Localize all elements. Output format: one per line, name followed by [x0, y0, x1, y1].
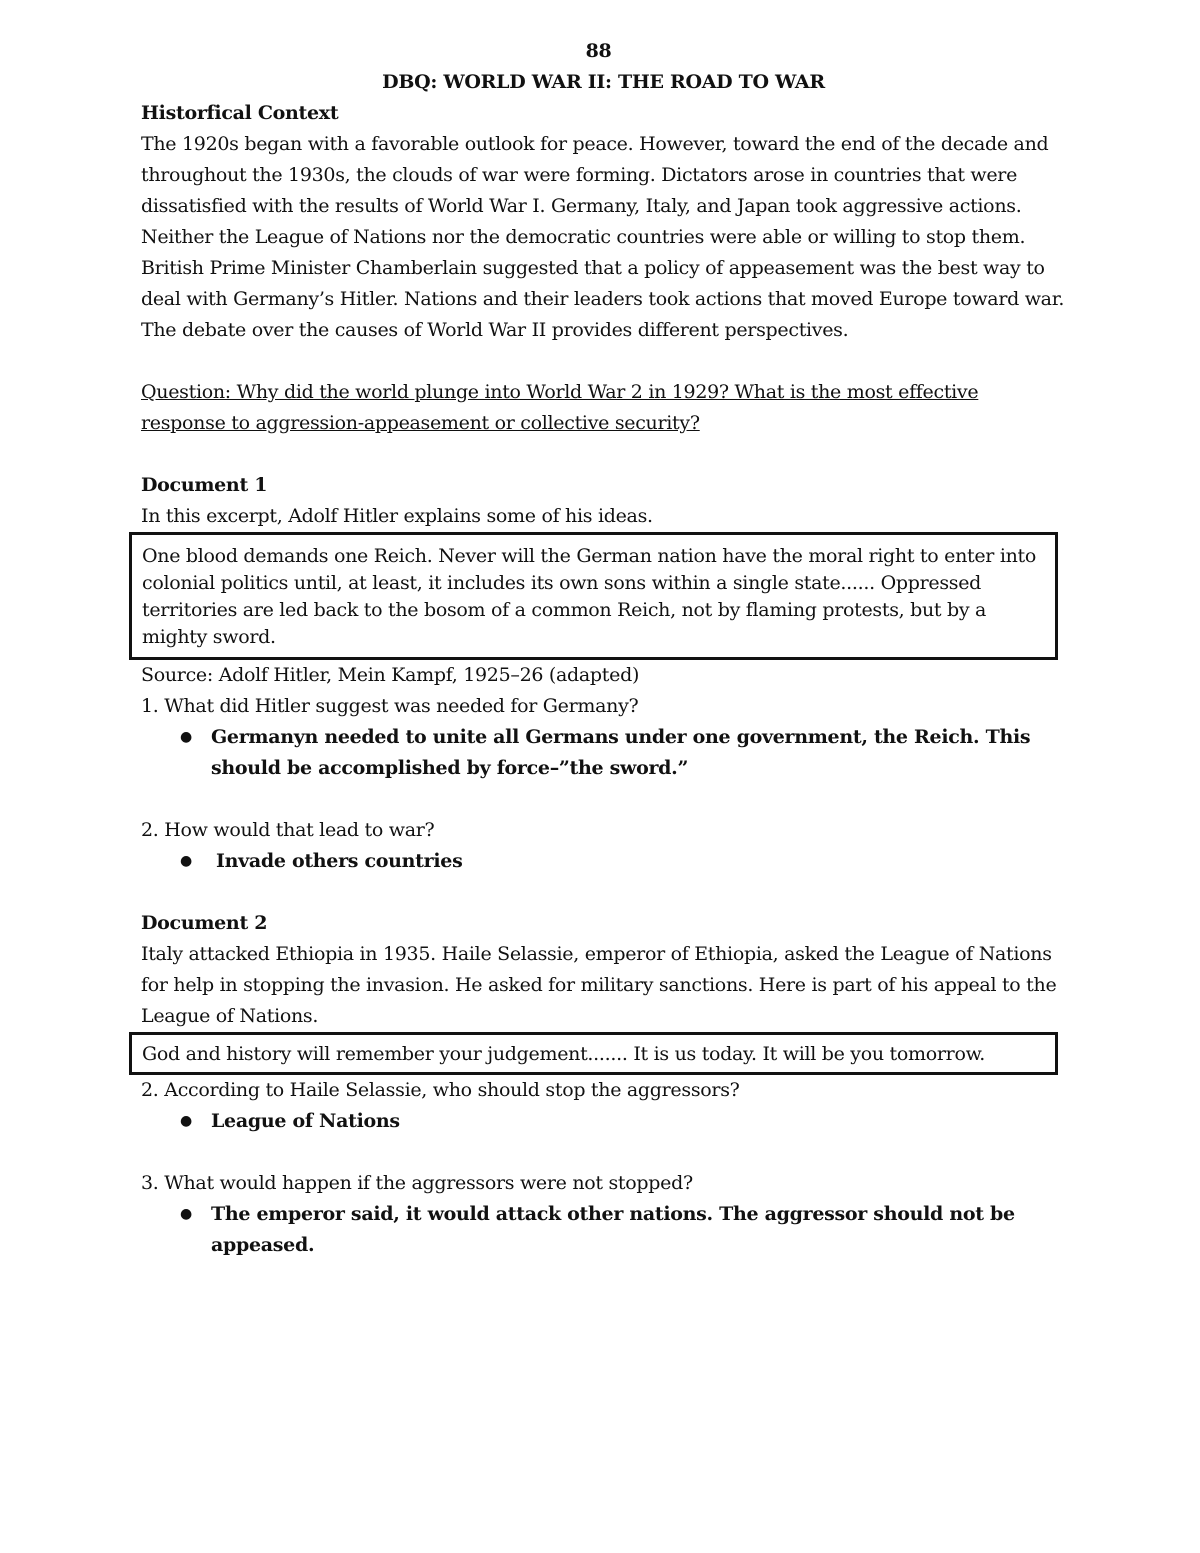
spacer — [141, 784, 1066, 815]
list-item — [141, 722, 1066, 784]
document-1-answer-2: Invade others countries — [216, 850, 463, 872]
list-item — [141, 1199, 1066, 1261]
page-title: DBQ: WORLD WAR II: THE ROAD TO WAR — [382, 71, 825, 93]
context-paragraph: The 1920s began with a favorable outlook for peace. However, toward the end of the decade and throughout the 1930s, the clouds of war were forming. Dictators arose in countries that were dissatisfied with the results of World War I. Germany, Italy, and Japan took aggressive actions. Neither the League of Nations nor the democratic countries were able or willing to stop them. British Prime Minister Chamberlain suggested that a policy of appeasement was the best way to deal with Germany’s Hitler. Nations and their leaders took actions that moved Europe toward war. The debate over the causes of World War II provides different perspectives. — [141, 133, 1065, 341]
page-content — [141, 36, 1066, 1261]
document-1-question-2: 2. How would that lead to war? — [141, 819, 435, 841]
bullet-icon: ● — [180, 853, 192, 869]
document-1-answer-1: Germanyn needed to unite all Germans under one government, the Reich. This should be accomplished by force–”the sword.” — [211, 726, 1031, 779]
essay-question: Question: Why did the world plunge into World War 2 in 1929? What is the most effective response to aggression-appeasement or collective security? — [141, 381, 979, 434]
document-2-quote: God and history will remember your judgement....... It is us today. It will be you tomorrow. — [142, 1043, 986, 1065]
document-1-heading: Document 1 — [141, 474, 268, 496]
list-item — [141, 846, 1066, 877]
spacer — [141, 1137, 1066, 1168]
list-item — [141, 1106, 1066, 1137]
document-2-intro: Italy attacked Ethiopia in 1935. Haile Selassie, emperor of Ethiopia, asked the League of Nations for help in stopping the invasion. He asked for military sanctions. Here is part of his appeal to the League of Nations. — [141, 943, 1057, 1027]
document-1-source: Source: Adolf Hitler, Mein Kampf, 1925–26 (adapted) — [141, 664, 640, 686]
spacer — [141, 346, 1066, 377]
document-2-question-2: 3. What would happen if the aggressors were not stopped? — [141, 1172, 693, 1194]
document-1-answer-list-1 — [141, 722, 1066, 784]
bullet-icon: ● — [180, 1113, 192, 1129]
bullet-icon: ● — [180, 1206, 192, 1222]
document-2-answer-list-1 — [141, 1106, 1066, 1137]
document-2-answer-1: League of Nations — [211, 1110, 400, 1132]
document-1-question-1: 1. What did Hitler suggest was needed for Germany? — [141, 695, 639, 717]
document-1-quote: One blood demands one Reich. Never will the German nation have the moral right to enter into colonial politics until, at least, it includes its own sons within a single state...... Oppressed territories are led back to the bosom of a common Reich, not by flaming protests, but by a mighty sword. — [142, 545, 1037, 648]
document-2-answer-list-2 — [141, 1199, 1066, 1261]
document-2-quote-box — [129, 1032, 1058, 1075]
document-2-question-1: 2. According to Haile Selassie, who should stop the aggressors? — [141, 1079, 740, 1101]
page-number: 88 — [585, 40, 612, 62]
bullet-icon: ● — [180, 729, 192, 745]
context-heading: Historfical Context — [141, 102, 339, 124]
document-1-answer-list-2 — [141, 846, 1066, 877]
document-1-quote-box — [129, 532, 1058, 660]
document-2-heading: Document 2 — [141, 912, 268, 934]
spacer — [141, 439, 1066, 470]
spacer — [141, 877, 1066, 908]
document-1-intro: In this excerpt, Adolf Hitler explains some of his ideas. — [141, 505, 653, 527]
document-2-answer-2: The emperor said, it would attack other nations. The aggressor should not be appeased. — [211, 1203, 1015, 1256]
